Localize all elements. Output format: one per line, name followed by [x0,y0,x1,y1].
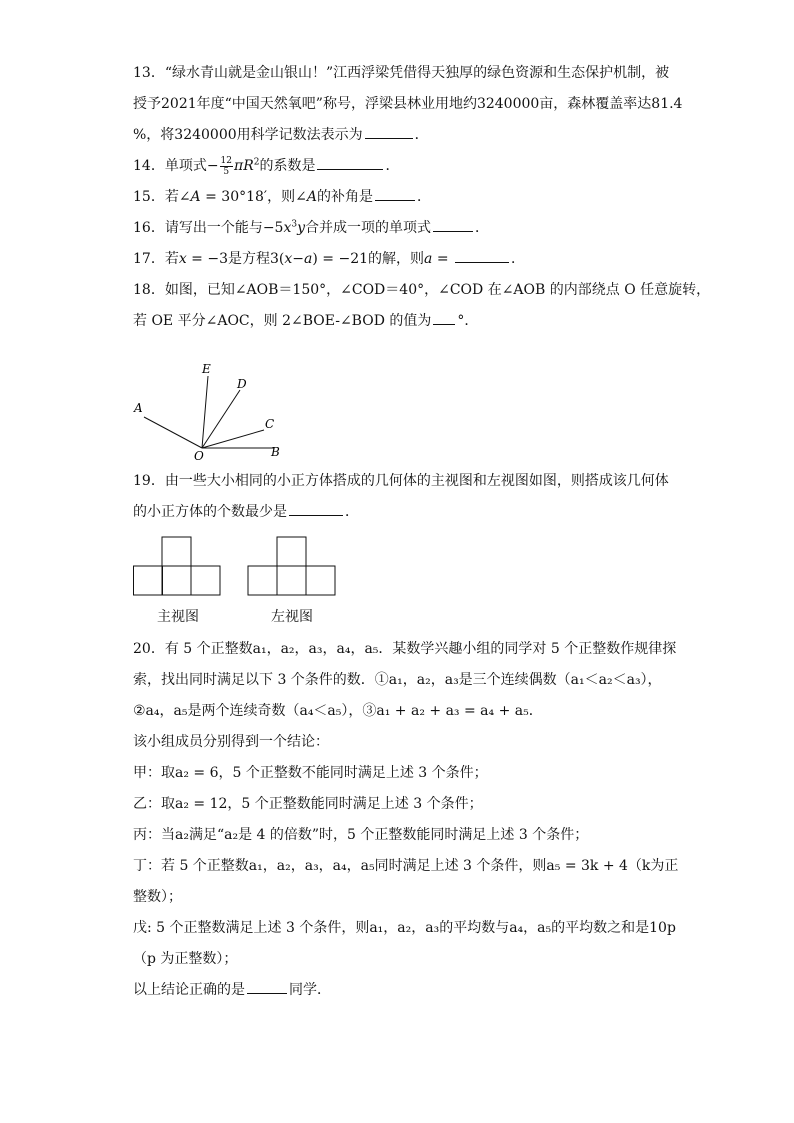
ray-OA [144,417,202,448]
answer-blank-17[interactable] [455,248,509,263]
ray-OD [202,390,240,448]
q13-line3: %，将3240000用科学记数法表示为 ． [133,120,673,151]
q14-line: 14．单项式− $\frac{12}{5}$ $\pi R^2$的系数是 ． [133,155,400,177]
label-A: A [134,401,143,415]
q20-line11: （p 为正整数）； [133,951,238,967]
q19-line1: 19．由一些大小相同的小正方体搭成的几何体的主视图和左视图如图，则搭成该几何体 [133,473,669,489]
q20-line4: 该小组成员分别得到一个结论： [133,734,329,750]
q20-line1: 20．有 5 个正整数a₁，a₂，a₃，a₄，a₅．某数学兴趣小组的同学对 5 个正整数作规律探 [133,641,677,657]
q13-line1: 13．“绿水青山就是金山银山！”江西浮梁凭借得天独厚的绿色资源和生态保护机制，被 [133,65,670,81]
q18-line1: 18．如图，已知∠AOB＝150°，∠COD＝40°，∠COD 在∠AOB 的内部绕点 O 任意旋转， [133,282,711,298]
q15-line: 15．若∠A = 30°18′，则∠A的补角是 ． [133,182,673,213]
question-page [133,58,711,337]
answer-blank-14[interactable] [317,155,383,170]
q20-line8: 丁：若 5 个正整数a₁，a₂，a₃，a₄，a₅同时满足上述 3 个条件，则a₅ = 3k + 4（k为正 [133,858,679,874]
q20-line6: 乙：取a₂ = 12，5 个正整数能同时满足上述 3 个条件； [133,796,483,812]
answer-blank-18[interactable] [433,310,455,325]
q13-line2: 授予2021年度“中国天然氧吧”称号，浮梁县林业用地约3240000亩，森林覆盖率达81.4 [133,96,683,112]
q20-line5: 甲：取a₂ = 6，5 个正整数不能同时满足上述 3 个条件； [133,765,488,781]
q20-line12: 以上结论正确的是 同学． [133,975,673,1006]
q19-block [133,466,673,528]
angle-figure [128,362,288,462]
front-view [134,537,221,595]
answer-blank-16[interactable] [433,217,473,232]
q16-line: 16．请写出一个能与$-5x^3y$合并成一项的单项式 ． [133,213,673,244]
q20-block [133,634,679,1006]
answer-blank-19[interactable] [289,501,343,516]
answer-blank-20[interactable] [247,979,287,994]
q20-line2: 索，找出同时满足以下 3 个条件的数．①a₁，a₂，a₃是三个连续偶数（a₁＜a₂＜a₃）， [133,672,662,688]
q20-line10: 戊: 5 个正整数满足上述 3 个条件，则a₁，a₂，a₃的平均数与a₄，a₅的平均数之和是10p [133,920,676,936]
label-D: D [237,377,247,391]
q18-line2: 若 OE 平分∠AOC，则 2∠BOE-∠BOD 的值为 °． [133,306,673,337]
q17-line: 17．若x = −3是方程3(x−a) = −21的解，则a = ． [133,244,673,275]
ray-OC [202,430,264,448]
fraction-12-5: $\frac{12}{5}$ [220,155,232,177]
answer-blank-15[interactable] [375,186,415,201]
q20-line9: 整数）； [133,889,182,905]
answer-blank-13[interactable] [365,124,413,139]
q19-line2: 的小正方体的个数最少是 ． [133,497,673,528]
ray-OE [202,376,208,448]
label-O: O [194,449,204,462]
label-C: C [265,417,275,431]
left-view [248,537,335,595]
left-view-caption: 左视图 [271,609,313,625]
q20-line7: 丙：当a₂满足“a₂是 4 的倍数”时，5 个正整数能同时满足上述 3 个条件； [133,827,589,843]
label-E: E [202,362,211,376]
q20-line3: ②a₄，a₅是两个连续奇数（a₄＜a₅），③a₁ + a₂ + a₃ = a₄ + a₅． [133,703,543,719]
label-B: B [271,445,280,459]
front-view-caption: 主视图 [157,609,199,625]
